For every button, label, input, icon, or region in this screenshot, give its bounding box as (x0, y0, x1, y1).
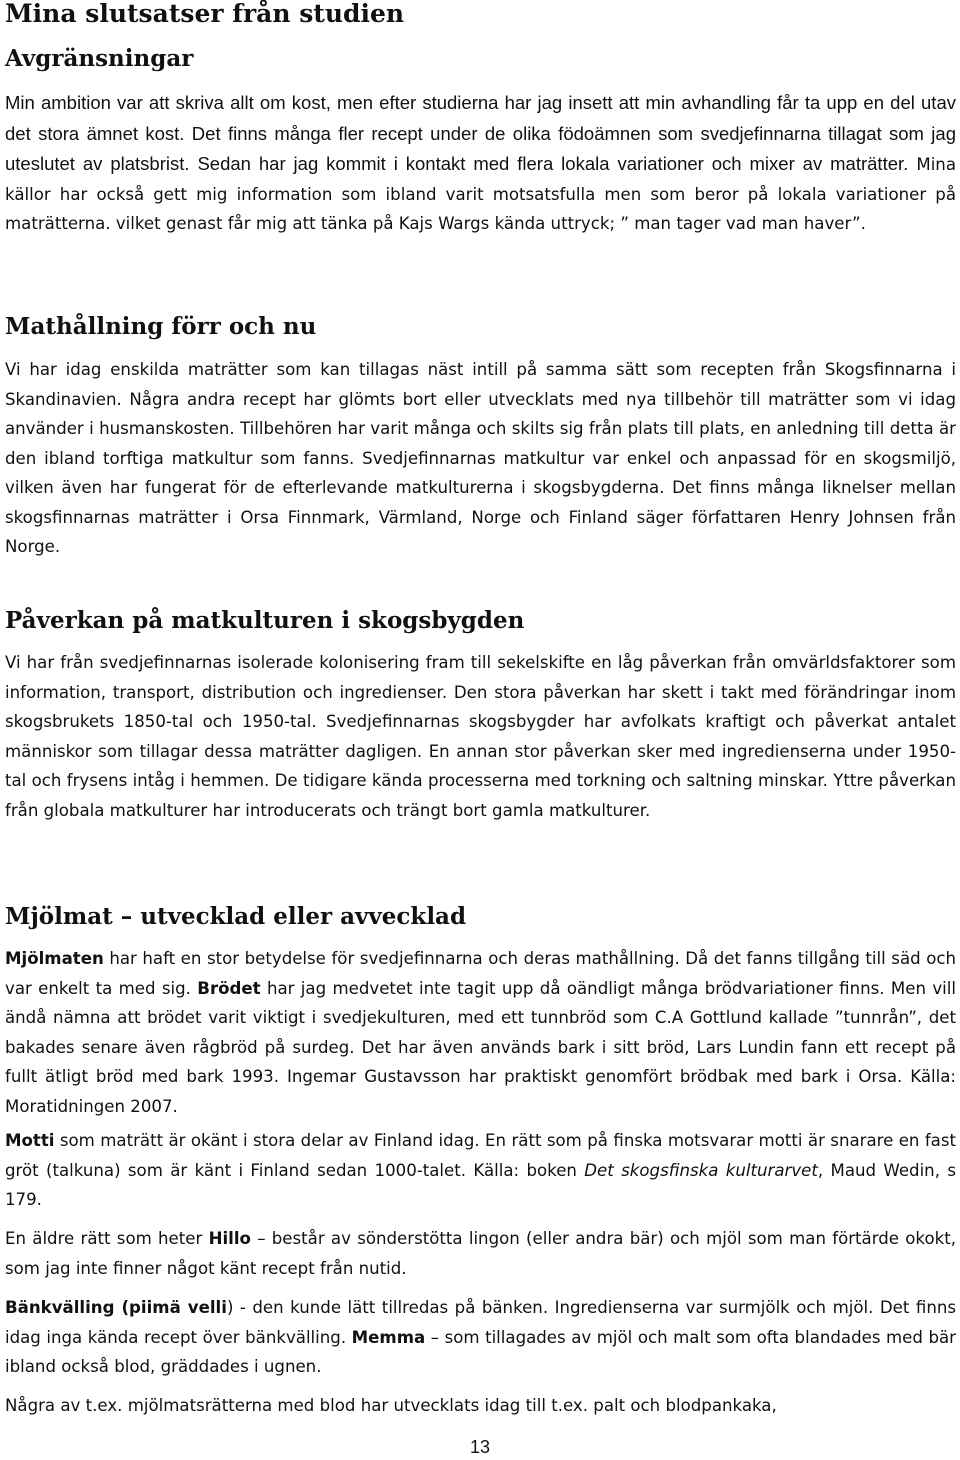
page-title: Mina slutsatser från studien (5, 0, 405, 28)
term-motti: Motti (5, 1131, 55, 1150)
paragraph-avgransningar-part-a: Min ambition var att skriva allt om kost, men efter studierna har jag insett att min avhandling får ta upp en del utav det stora ämnet kost. Det finns många fler recept under de olika födoämnen som svedjefinnarna tillagat som jag uteslutet av platsbrist. Sedan har jag kommit i kontakt med flera lokala variationer och mixer av maträtter. (5, 92, 956, 174)
paragraph-mjolmaten (5, 944, 956, 1121)
heading-avgransningar: Avgränsningar (5, 45, 194, 72)
term-mjolmaten: Mjölmaten (5, 949, 104, 968)
paragraph-avgransningar (5, 88, 956, 239)
paragraph-motti-text-2: , Maud Wedin, s 179. (5, 1160, 956, 1209)
heading-mathallning: Mathållning förr och nu (5, 313, 317, 340)
paragraph-mathallning: Vi har idag enskilda maträtter som kan tillagas näst intill på samma sätt som recepten från Skogsfinnarna i Skandinavien. Några andra recept har glömts bort eller utvecklats med nya tillbehör till maträtter som vi idag använder i husmanskosten. Tillbehören har varit många och skilts sig från plats till plats, en anledning till detta är den ibland torftiga matkultur som fanns. Svedjefinnarnas matkultur var enkel och anpassad för en skogsmiljö, vilken även har fungerat för de efterlevande matkulturerna i skogsbygderna. Det finns många liknelser mellan skogsfinnarnas maträtter i Orsa Finnmark, Värmland, Norge och Finland säger författaren Henry Johnsen från Norge. (5, 360, 956, 556)
book-title: Det skogsfinska kulturarvet (584, 1160, 818, 1180)
paragraph-bankvalling-text-2: – som tillagades av mjöl och malt som ofta blandades med bär ibland också blod, gräddades i ugnen. (5, 1327, 956, 1376)
paragraph-blod: Några av t.ex. mjölmatsrätterna med blod har utvecklats idag till t.ex. palt och blodpankaka, (5, 1396, 777, 1415)
paragraph-avgransningar-part-b: Mina källor har också gett mig information som ibland varit motsatsfulla men som beror på lokala variationer på maträtterna. vilket genast får mig att tänka på Kajs Wargs kända uttryck; ” man tager vad man haver”. (5, 155, 956, 233)
term-hillo: Hillo (208, 1229, 251, 1248)
paragraph-hillo (5, 1224, 956, 1283)
term-memma: Memma (351, 1327, 426, 1347)
paragraph-motti-text-1: som maträtt är okänt i stora delar av Finland idag. En rätt som på finska motsvarar motti är snarare en fast gröt (talkuna) som är känt i Finland sedan 1000-talet. Källa: boken (5, 1131, 956, 1180)
heading-mjolmat: Mjölmat – utvecklad eller avvecklad (5, 903, 467, 930)
paragraph-mjolmaten-text-2: har jag medvetet inte tagit upp då oändligt många brödvariationer finns. Men vill ändå nämna att brödet varit viktigt i svedjekulturen, med ett tunnbröd som C.A Gottlund kallade ”tunnrån”, det bakades senare även rågbröd på surdeg. Det har även används bark i sitt bröd, Lars Lundin fann ett recept på fullt ätligt bröd med bark 1993. Ingemar Gustavsson har praktiskt genomfört brödbak med bark i Orsa. Källa: Moratidningen 2007. (5, 978, 956, 1116)
page-number: 13 (469, 1437, 491, 1457)
paragraph-hillo-text-1: En äldre rätt som heter (5, 1229, 209, 1248)
term-brodet: Brödet (197, 978, 261, 998)
paragraph-hillo-text-2: – består av sönderstötta lingon (eller andra bär) och mjöl som man förtärde okokt, som jag inte finner något känt recept från nutid. (5, 1229, 956, 1278)
paragraph-bankvalling-text-1: ) - den kunde lätt tillredas på bänken. Ingredienserna var surmjölk och mjöl. Det finns idag inga kända recept över bänkvälling. (5, 1298, 957, 1347)
paragraph-paverkan: Vi har från svedjefinnarnas isolerade kolonisering fram till sekelskifte en låg påverkan från omvärldsfaktorer som information, transport, distribution och ingredienser. Den stora påverkan har skett i takt med förändringar inom skogsbrukets 1850-tal och 1950-tal. Svedjefinnarnas skogsbygder har avfolkats kraftigt och påverkat antalet människor som tillagar dessa maträtter dagligen. En annan stor påverkan sker med ingredienserna under 1950-tal och frysens intåg i hemmen. De tidigare kända processerna med torkning och saltning minskar. Yttre påverkan från globala matkulturer har introducerats och trängt bort gamla matkulturer. (5, 653, 956, 820)
heading-paverkan: Påverkan på matkulturen i skogsbygden (5, 607, 525, 634)
paragraph-mjolmaten-text-1: har haft en stor betydelse för svedjefinnarna och deras mathållning. Då det fanns tillgång till säd och var enkelt ta med sig. (5, 949, 956, 998)
paragraph-motti (5, 1126, 956, 1215)
paragraph-bankvalling (5, 1293, 956, 1382)
term-bankvalling: Bänkvälling (piimä velli (5, 1298, 227, 1317)
